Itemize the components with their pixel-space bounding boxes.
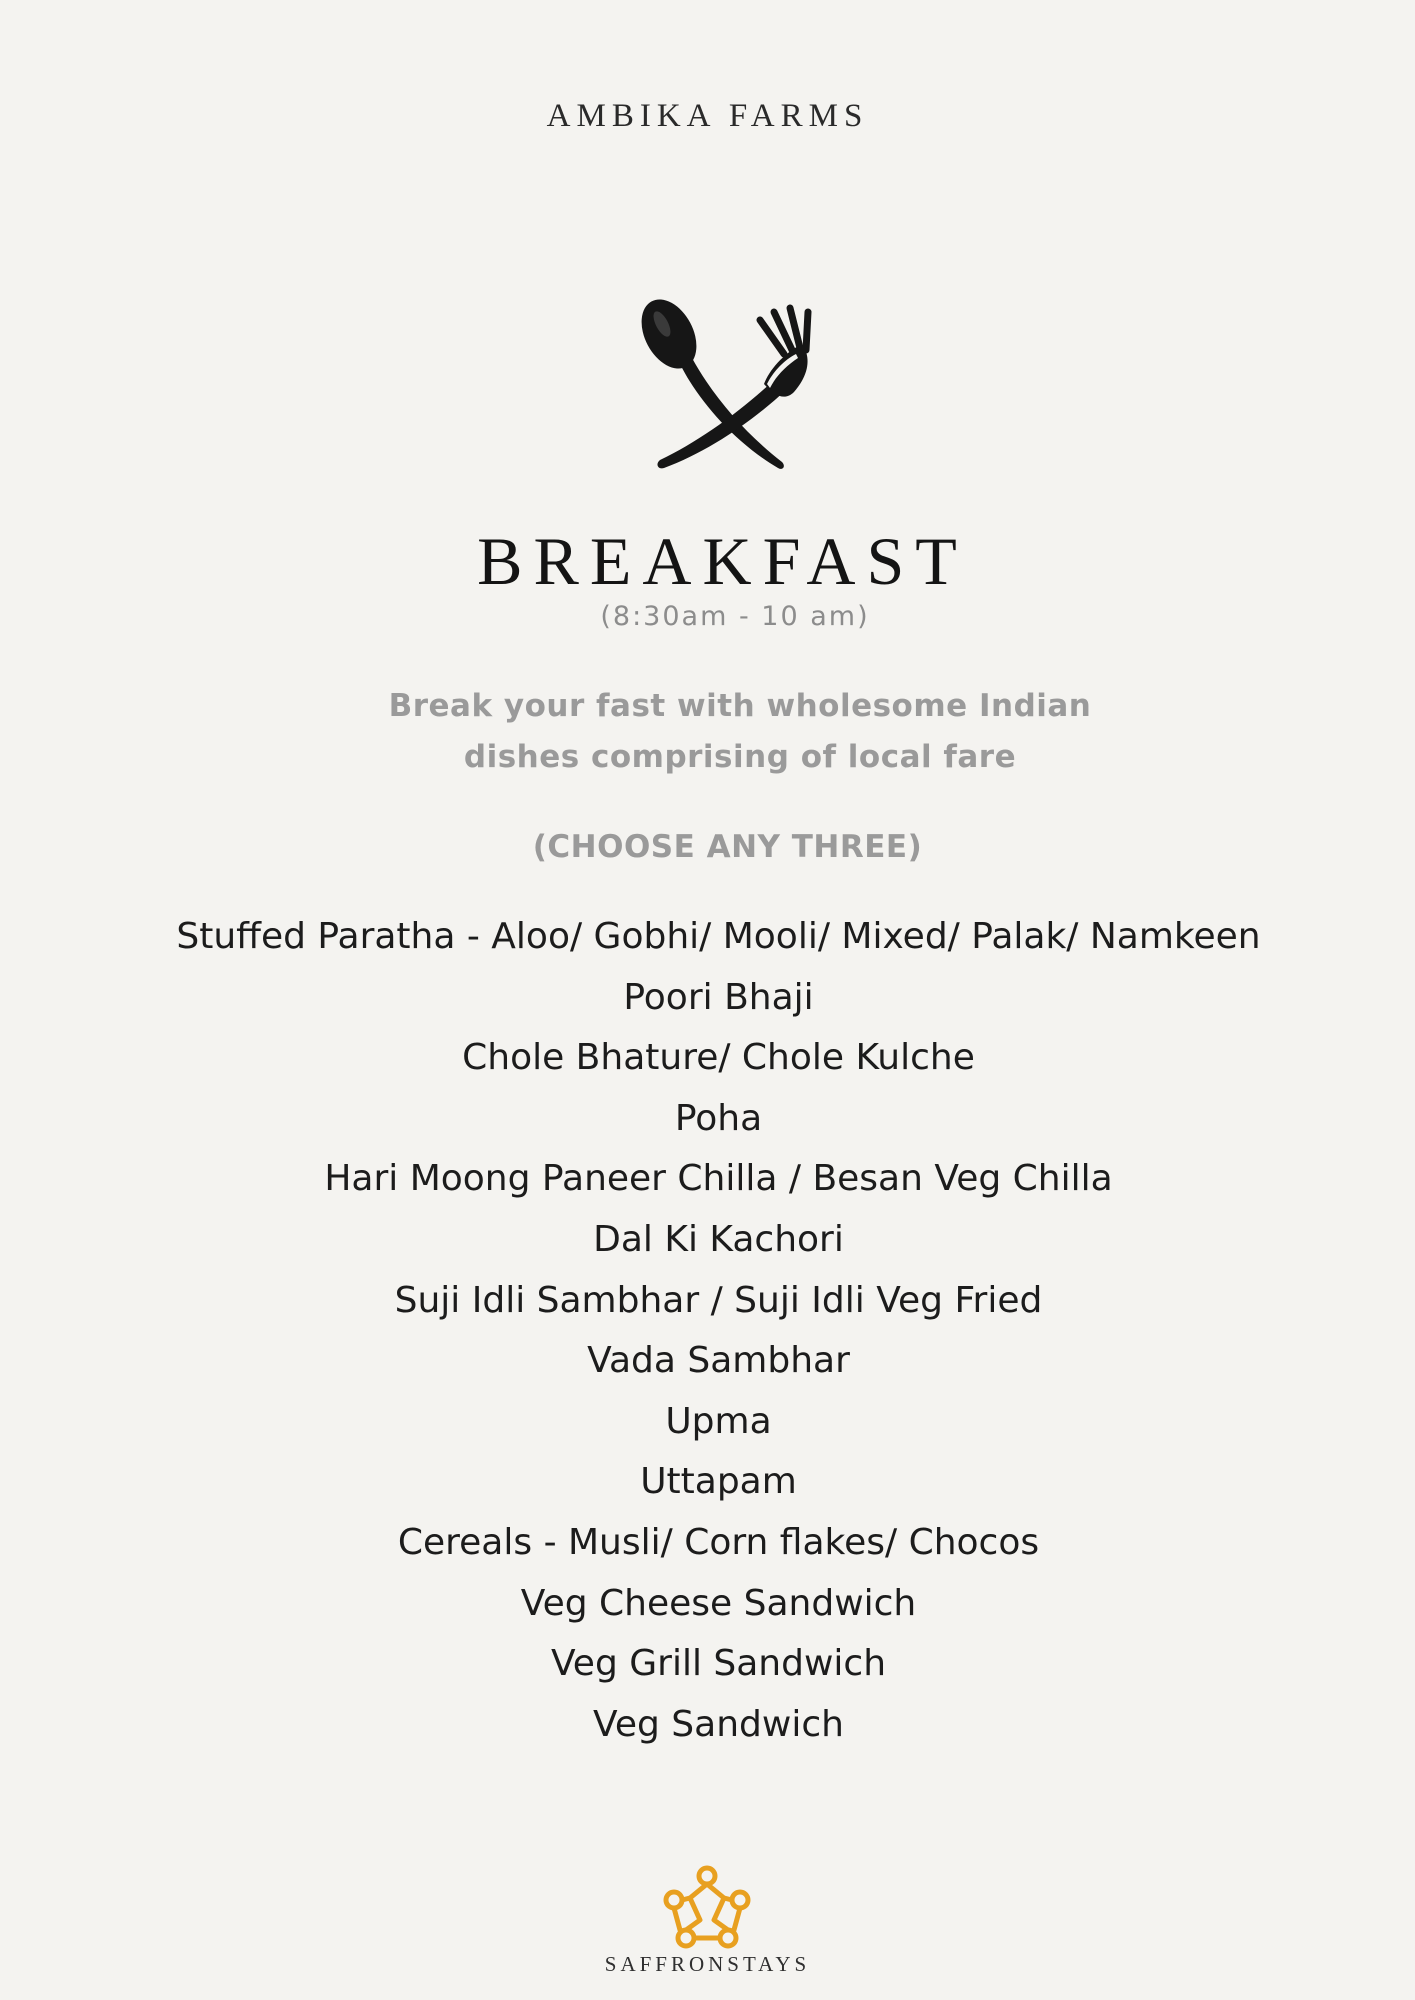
tagline-line-1: Break your fast with wholesome Indian — [388, 688, 1092, 724]
menu-item: Chole Bhature/ Chole Kulche — [462, 1037, 975, 1079]
footer-logo-text: SAFFRONSTAYS — [604, 1952, 811, 1976]
menu-item: Cereals - Musli/ Corn flakes/ Chocos — [397, 1521, 1040, 1563]
menu-list — [0, 907, 1415, 1755]
menu-item: Stuffed Paratha - Aloo/ Gobhi/ Mooli/ Mixed/ Palak/ Namkeen — [176, 916, 1261, 957]
menu-item: Suji Idli Sambhar / Suji Idli Veg Fried — [394, 1279, 1043, 1321]
menu-item: Vada Sambhar — [587, 1340, 850, 1382]
menu-item: Uttapam — [640, 1461, 797, 1503]
menu-item: Upma — [665, 1400, 772, 1442]
saffronstays-logo-icon — [660, 1862, 754, 1952]
choose-instruction: (CHOOSE ANY THREE) — [532, 829, 923, 865]
brand-name: AMBIKA FARMS — [546, 98, 869, 134]
menu-item: Hari Moong Paneer Chilla / Besan Veg Chilla — [324, 1158, 1113, 1200]
cutlery-icon — [636, 292, 836, 477]
menu-item: Veg Cheese Sandwich — [520, 1582, 917, 1624]
menu-item: Poha — [674, 1097, 763, 1139]
menu-item: Veg Grill Sandwich — [550, 1643, 887, 1685]
menu-item: Veg Sandwich — [593, 1703, 844, 1745]
menu-item: Dal Ki Kachori — [593, 1218, 844, 1260]
section-title: BREAKFAST — [477, 523, 968, 599]
tagline — [0, 681, 1415, 783]
menu-item: Poori Bhaji — [623, 976, 814, 1018]
tagline-line-2: dishes comprising of local fare — [463, 739, 1017, 775]
serving-hours: (8:30am - 10 am) — [600, 601, 870, 632]
